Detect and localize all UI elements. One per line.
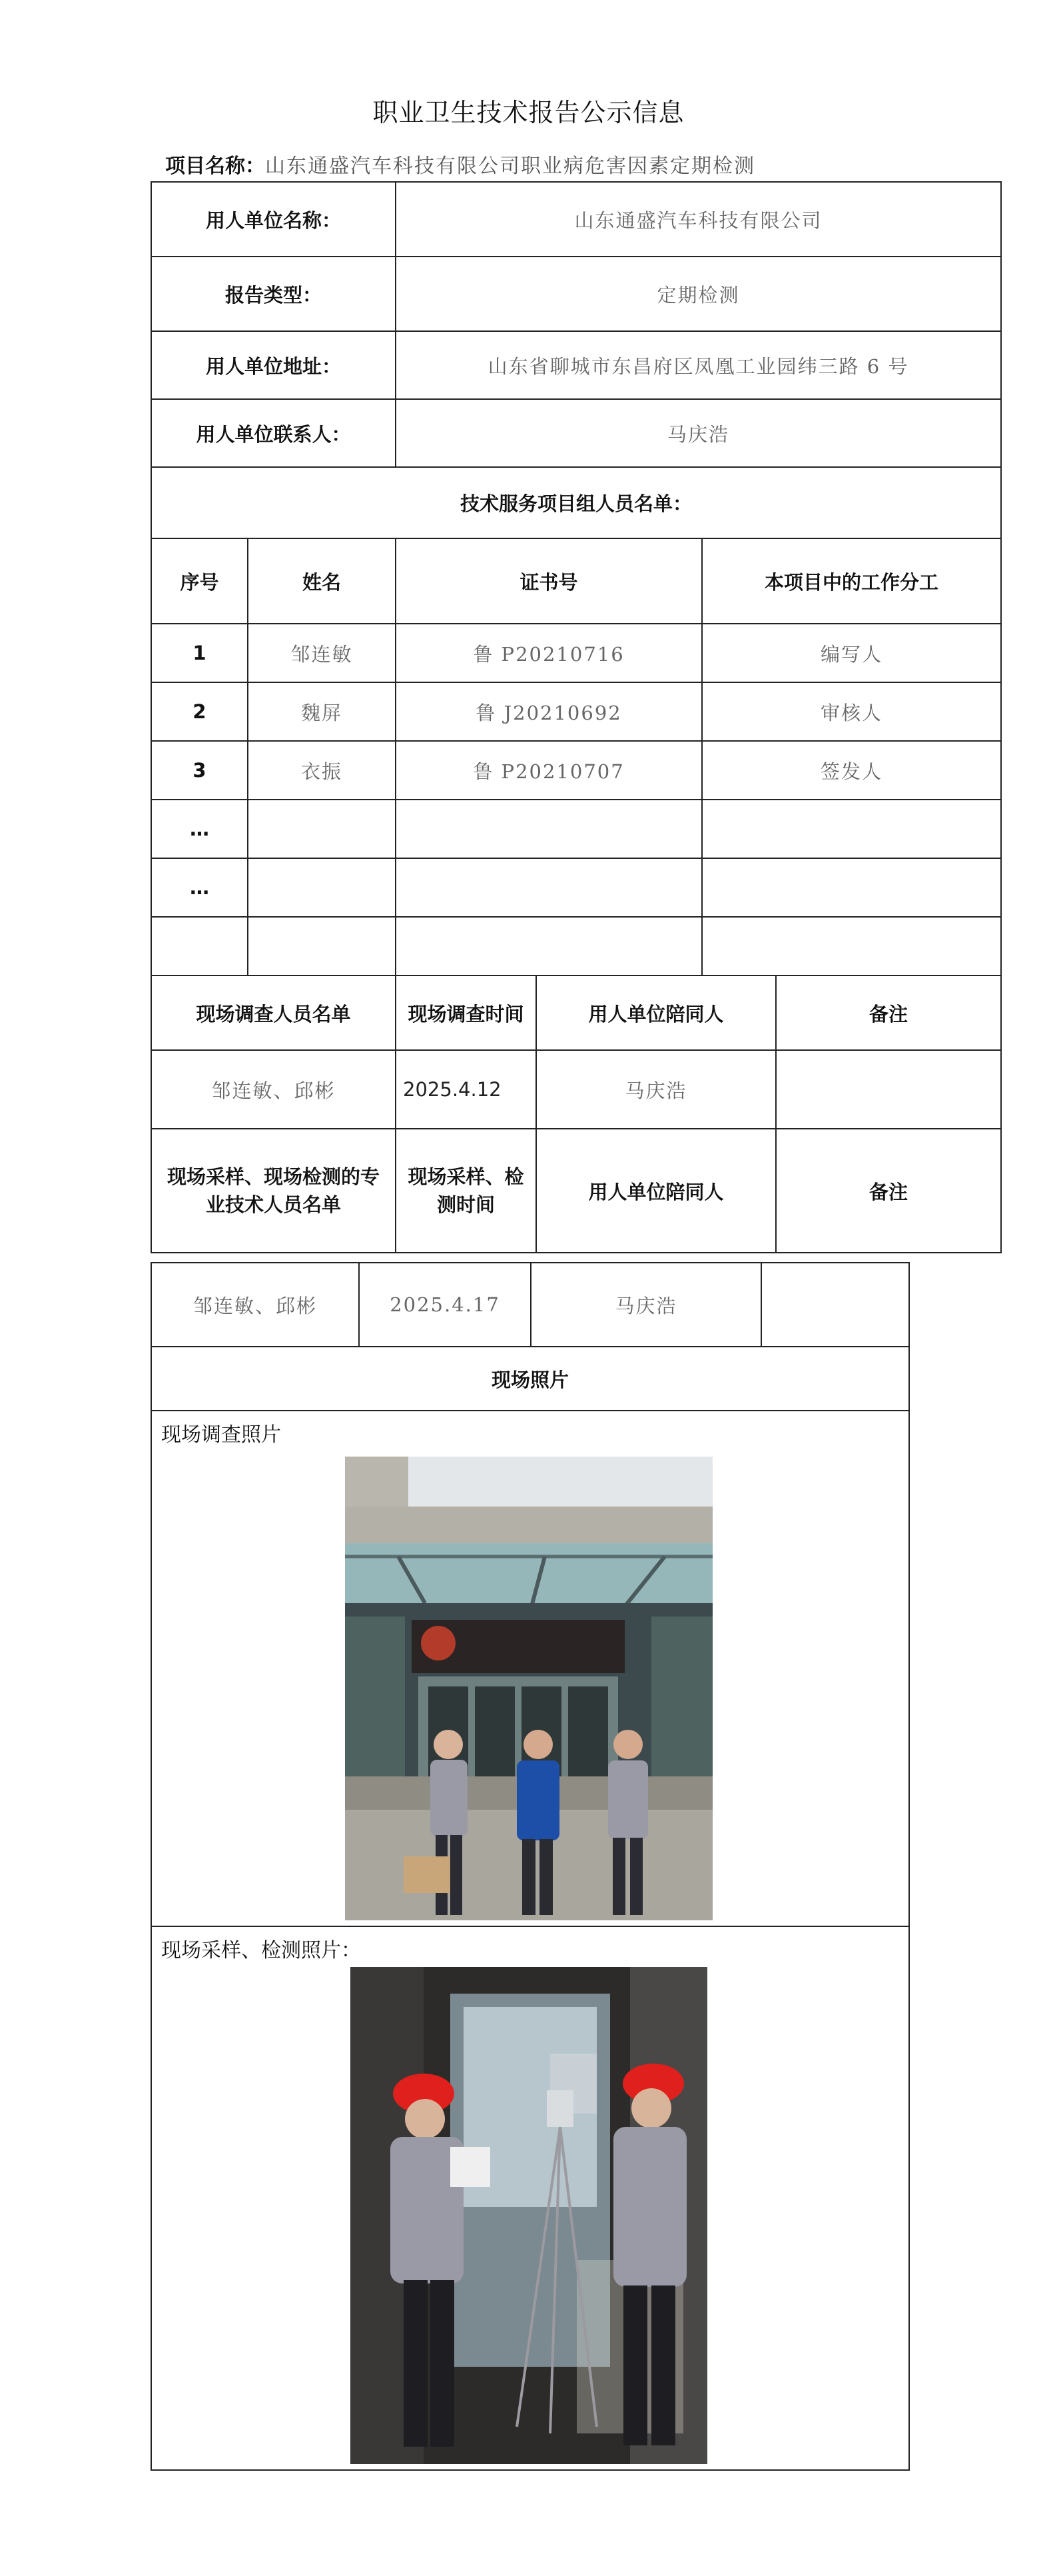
team-row-no: … <box>151 858 248 917</box>
survey-note <box>776 1050 1001 1129</box>
team-header-role: 本项目中的工作分工 <box>702 538 1001 624</box>
info-table <box>151 181 1002 1253</box>
team-row-cert: 鲁 P20210716 <box>396 624 702 682</box>
table-row <box>151 741 1001 800</box>
survey-data-row <box>151 1050 1001 1129</box>
sampling-escort: 马庆浩 <box>531 1263 761 1347</box>
team-row-role: 编写人 <box>702 624 1001 682</box>
info-row-address <box>151 331 1001 399</box>
team-row-no <box>151 917 248 975</box>
team-header-name: 姓名 <box>248 538 396 624</box>
page-title: 职业卫生技术报告公示信息 <box>372 98 685 127</box>
team-row-name <box>248 917 396 975</box>
photos-title-row <box>151 1347 909 1411</box>
team-row-cert <box>396 800 702 858</box>
sampling-staff: 邹连敏、邱彬 <box>151 1263 359 1347</box>
table-row <box>151 800 1001 858</box>
sampling-data-row <box>151 1263 909 1347</box>
sampling-header-note: 备注 <box>776 1129 1001 1253</box>
team-title-row <box>151 467 1001 538</box>
report-type-value: 定期检测 <box>396 257 1001 331</box>
project-name-value: 山东通盛汽车科技有限公司职业病危害因素定期检测 <box>265 155 755 178</box>
sampling-photo-label: 现场采样、检测照片： <box>161 1939 361 1962</box>
company-value: 山东通盛汽车科技有限公司 <box>396 182 1001 257</box>
team-header-row <box>151 538 1001 624</box>
survey-header-time: 现场调查时间 <box>396 975 536 1050</box>
team-row-no: 2 <box>151 682 248 741</box>
team-row-no: 3 <box>151 741 248 800</box>
survey-header-row <box>151 975 1001 1050</box>
team-title: 技术服务项目组人员名单： <box>151 467 1001 538</box>
table-row <box>151 624 1001 682</box>
team-row-cert <box>396 917 702 975</box>
survey-escort: 马庆浩 <box>536 1050 776 1129</box>
team-row-name <box>248 800 396 858</box>
team-row-name <box>248 858 396 917</box>
survey-photo-image <box>345 1457 713 1920</box>
survey-staff: 邹连敏、邱彬 <box>151 1050 396 1129</box>
survey-photo-label: 现场调查照片 <box>161 1423 281 1447</box>
contact-value: 马庆浩 <box>396 399 1001 467</box>
sampling-header-escort: 用人单位陪同人 <box>536 1129 776 1253</box>
survey-photo <box>345 1457 713 1920</box>
survey-header-staff: 现场调查人员名单 <box>151 975 396 1050</box>
team-row-cert: 鲁 J20210692 <box>396 682 702 741</box>
sampling-header-time: 现场采样、检测时间 <box>396 1129 536 1253</box>
contact-label: 用人单位联系人： <box>151 399 396 467</box>
sampling-note <box>761 1263 909 1347</box>
table-row <box>151 858 1001 917</box>
info-row-report-type <box>151 257 1001 331</box>
table-row <box>151 917 1001 975</box>
survey-header-escort: 用人单位陪同人 <box>536 975 776 1050</box>
report-type-label: 报告类型： <box>151 257 396 331</box>
team-row-role: 签发人 <box>702 741 1001 800</box>
team-row-role <box>702 800 1001 858</box>
team-row-name: 魏屏 <box>248 682 396 741</box>
info-row-contact <box>151 399 1001 467</box>
address-label: 用人单位地址： <box>151 331 396 399</box>
team-row-cert: 鲁 P20210707 <box>396 741 702 800</box>
team-row-role: 审核人 <box>702 682 1001 741</box>
sampling-header-staff: 现场采样、现场检测的专业技术人员名单 <box>151 1129 396 1253</box>
team-row-role <box>702 917 1001 975</box>
company-label: 用人单位名称： <box>151 182 396 257</box>
sampling-photo-image <box>350 1967 707 2464</box>
survey-header-note: 备注 <box>776 975 1001 1050</box>
info-row-company <box>151 182 1001 257</box>
photos-title: 现场照片 <box>151 1347 909 1411</box>
sampling-header-row <box>151 1129 1001 1253</box>
team-row-name: 邹连敏 <box>248 624 396 682</box>
team-row-no: … <box>151 800 248 858</box>
sampling-time: 2025.4.17 <box>359 1263 531 1347</box>
project-name-label: 项目名称： <box>165 155 265 178</box>
team-row-no: 1 <box>151 624 248 682</box>
table-row <box>151 682 1001 741</box>
project-name-line <box>165 149 755 179</box>
team-header-cert: 证书号 <box>396 538 702 624</box>
survey-time: 2025.4.12 <box>396 1050 536 1129</box>
team-row-name: 衣振 <box>248 741 396 800</box>
team-row-role <box>702 858 1001 917</box>
team-header-no: 序号 <box>151 538 248 624</box>
address-value: 山东省聊城市东昌府区凤凰工业园纬三路 6 号 <box>396 331 1001 399</box>
team-row-cert <box>396 858 702 917</box>
sampling-photo <box>350 1967 707 2464</box>
